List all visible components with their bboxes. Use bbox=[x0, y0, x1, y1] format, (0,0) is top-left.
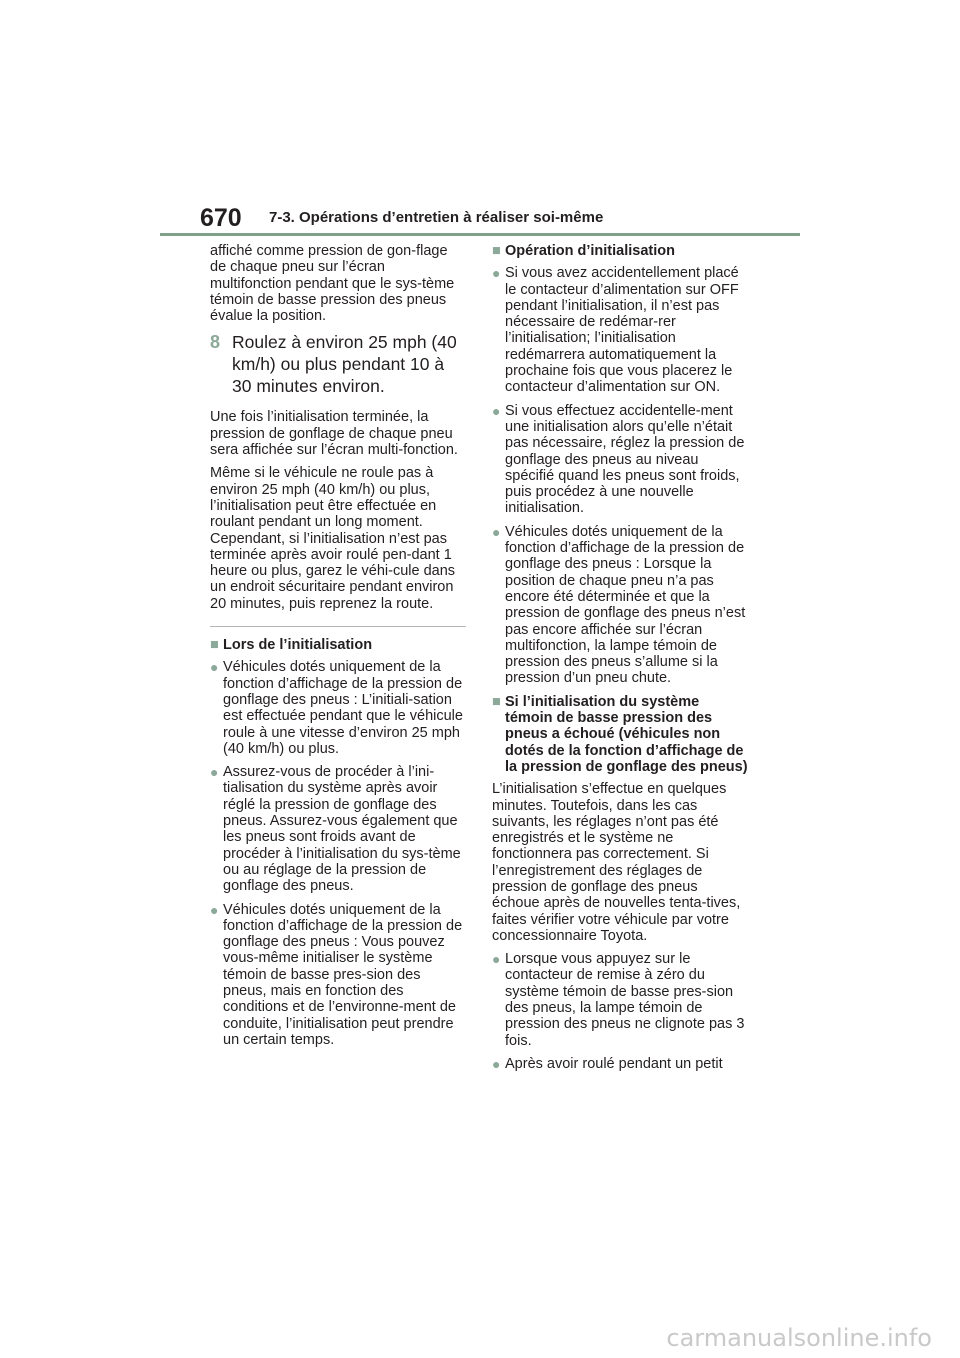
intro-paragraph: affiché comme pression de gon-flage de chaque pneu sur l’écran multifonction pendant que le sys-tème témoin de basse pression des pneus évalue la position. bbox=[210, 243, 455, 325]
paragraph: Même si le véhicule ne roule pas à environ 25 mph (40 km/h) ou plus, l’initialisation peut être effectuée en roulant pendant un long moment. Cependant, si l’initialisation n’est pas terminée après avoir roulé pen-dant 1 heure ou plus, garez le véhi-cule dans un endroit sécuritaire pendant environ 20 minutes, puis reprenez la route. bbox=[210, 465, 456, 612]
step-8 bbox=[210, 331, 466, 397]
right-column bbox=[492, 243, 748, 1079]
section-heading bbox=[210, 637, 466, 653]
list-item-text: Lorsque vous appuyez sur le contacteur de remise à zéro du système témoin de basse pres-sion des pneus, la lampe témoin de pression des pneus ne clignote pas 3 fois. bbox=[505, 951, 745, 1049]
section-heading bbox=[492, 694, 748, 775]
paragraph: L’initialisation s’effectue en quelques minutes. Toutefois, dans les cas suivants, les réglages n’ont pas été enregistrés et le système ne fonctionnera pas correctement. Si l’enregistrement des réglages de pression de gonflage des pneus échoue après de nouvelles tenta-tives, faites vérifier votre véhicule par votre concessionnaire Toyota. bbox=[492, 781, 741, 944]
list-item bbox=[492, 403, 748, 517]
heading-text: Si l’initialisation du système témoin de basse pression des pneus a échoué (véhicules non dotés de la fonction d’affichage de la pression de gonflage des pneus) bbox=[505, 693, 748, 775]
watermark: carmanualsonline.info bbox=[666, 1324, 932, 1352]
bullet-dot-icon: ● bbox=[492, 402, 501, 419]
square-bullet-icon: ■ bbox=[492, 243, 501, 259]
divider bbox=[210, 626, 466, 627]
step-text: Roulez à environ 25 mph (40 km/h) ou plus pendant 10 à 30 minutes environ. bbox=[232, 332, 457, 397]
list-item bbox=[492, 951, 748, 1049]
list-item-text: Après avoir roulé pendant un petit bbox=[505, 1055, 723, 1072]
bullet-dot-icon: ● bbox=[210, 764, 219, 781]
bullet-dot-icon: ● bbox=[210, 901, 219, 918]
list-item-text: Assurez-vous de procéder à l’ini-tialisation du système après avoir réglé la pression de gonflage des pneus. Assurez-vous également que les pneus sont froids avant de procéder à l’initialisation du sys-tème ou au réglage de la pression de gonflage des pneus. bbox=[223, 764, 461, 895]
list-item-text: Si vous avez accidentellement placé le contacteur d’alimentation sur OFF pendant l’initialisation, il n’est pas nécessaire de redémar-rer l’initialisation; l’initialisation redémarrera automatiquement la prochaine fois que vous placerez le contacteur d’alimentation sur ON. bbox=[505, 265, 739, 396]
heading-text: Opération d’initialisation bbox=[505, 243, 675, 259]
section-heading bbox=[492, 243, 748, 259]
square-bullet-icon: ■ bbox=[492, 693, 501, 710]
list-item bbox=[492, 1056, 748, 1072]
bullet-dot-icon: ● bbox=[492, 951, 501, 968]
heading-text: Lors de l’initialisation bbox=[223, 637, 373, 654]
bullet-dot-icon: ● bbox=[492, 523, 501, 540]
header-rule bbox=[160, 233, 800, 236]
bullet-dot-icon: ● bbox=[210, 659, 219, 676]
list-item-text: Véhicules dotés uniquement de la fonction d’affichage de la pression de gonflage des pneus : L’initiali-sation est effectuée pendant que le véhicule roule à une vitesse d’environ 25 mph (40 km/h) ou plus. bbox=[223, 659, 463, 757]
list-item bbox=[492, 265, 748, 395]
list-item-text: Véhicules dotés uniquement de la fonction d’affichage de la pression de gonflage des pneus : Lorsque la position de chaque pneu n’a pas encore été déterminée et que la pression de gonflage des pneus n’est pas encore affichée sur l’écran multifonction, la lampe témoin de pression des pneus s’allume si la pression d’un pneu chute. bbox=[505, 523, 746, 687]
step-number: 8 bbox=[210, 332, 221, 353]
section-title: 7-3. Opérations d’entretien à réaliser soi-même bbox=[269, 209, 604, 226]
list-item bbox=[210, 902, 466, 1049]
bullet-dot-icon: ● bbox=[492, 1055, 501, 1072]
square-bullet-icon: ■ bbox=[210, 637, 219, 654]
list-item-text: Si vous effectuez accidentelle-ment une initialisation alors qu’elle n’était pas nécessaire, réglez la pression de gonflage des pneus au niveau spécifié quand les pneus sont froids, puis procédez à une nouvelle initialisation. bbox=[505, 402, 745, 517]
list-item bbox=[492, 524, 748, 687]
bullet-dot-icon: ● bbox=[492, 265, 501, 282]
page-header bbox=[160, 204, 800, 236]
list-item bbox=[210, 659, 466, 757]
list-item-text: Véhicules dotés uniquement de la fonction d’affichage de la pression de gonflage des pneus : Vous pouvez vous-même initialiser le système témoin de basse pres-sion des pneus, mais en fonction des conditions et de l’environne-ment de conduite, l’initialisation peut prendre un certain temps. bbox=[223, 901, 463, 1048]
page-number: 670 bbox=[200, 204, 242, 232]
list-item bbox=[210, 764, 466, 894]
paragraph: Une fois l’initialisation terminée, la pression de gonflage de chaque pneu sera affichée sur l’écran multi-fonction. bbox=[210, 409, 458, 459]
left-column bbox=[210, 243, 466, 1055]
